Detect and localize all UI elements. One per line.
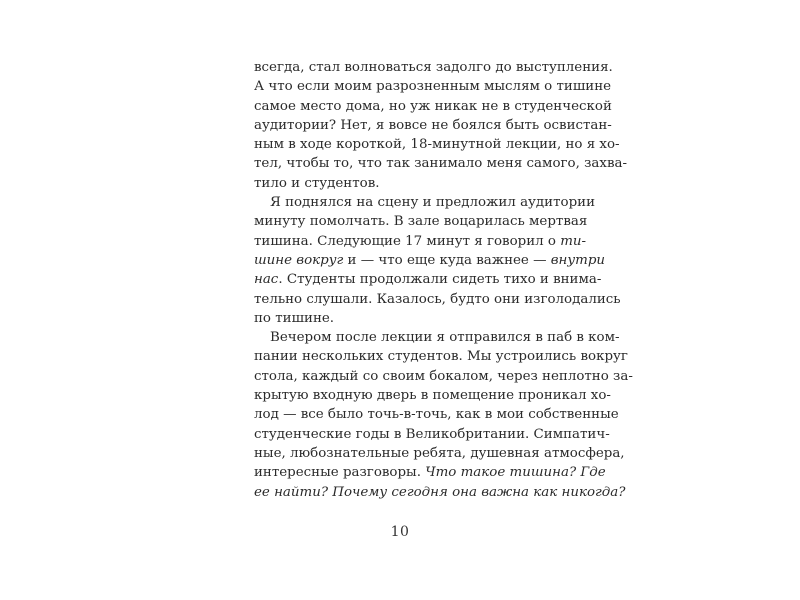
- text-line: [254, 97, 612, 116]
- paragraph: [254, 328, 633, 502]
- text-run: тишина. Следующие 17 минут я говорил о: [254, 233, 561, 249]
- text-line: [254, 290, 621, 309]
- italic-text: ее найти? Почему сегодня она важна как никогда?: [254, 484, 626, 500]
- text-line: [254, 483, 626, 502]
- text-line: [254, 251, 606, 270]
- text-run: тило и студентов.: [254, 175, 380, 191]
- text-run: Я поднялся на сцену и предложил аудитории: [270, 195, 595, 211]
- text-line: [254, 58, 613, 77]
- text-run: А что если моим разрозненным мыслям о тишине: [254, 79, 612, 95]
- text-line: [254, 212, 588, 231]
- text-line: [254, 193, 595, 212]
- italic-text: ти-: [560, 233, 587, 249]
- text-run: пании нескольких студентов. Мы устроились вокруг: [254, 349, 628, 365]
- italic-text: нас: [254, 272, 279, 288]
- text-line: [254, 135, 620, 154]
- text-run: аудитории? Нет, я вовсе не боялся быть освистан-: [254, 117, 612, 133]
- text-line: [254, 444, 625, 463]
- text-run: студенческие годы в Великобритании. Симпатич-: [254, 426, 610, 442]
- page-number: 10: [390, 524, 410, 540]
- text-run: всегда, стал волноваться задолго до выступления.: [254, 60, 613, 75]
- text-run: минуту помолчать. В зале воцарилась мертвая: [254, 214, 588, 230]
- text-run: Вечером после лекции я отправился в паб в ком-: [270, 330, 620, 346]
- text-line: [254, 425, 610, 444]
- italic-text: Что такое тишина? Где: [425, 465, 606, 481]
- text-line: [254, 386, 611, 405]
- text-line: [254, 77, 612, 96]
- text-line: [254, 270, 602, 289]
- text-run: интересные разговоры.: [254, 465, 426, 481]
- text-run: стола, каждый со своим бокалом, через неплотно за-: [254, 368, 633, 384]
- text-line: [254, 309, 554, 328]
- paragraph: [254, 193, 621, 328]
- text-run: ные, любознательные ребята, душевная атмосфера,: [254, 445, 625, 461]
- text-line: [254, 367, 633, 386]
- text-run: тельно слушали. Казалось, будто они изголодались: [254, 291, 621, 307]
- text-run: ным в ходе короткой, 18-минутной лекции, но я хо-: [254, 137, 620, 153]
- text-line: [254, 116, 612, 135]
- italic-text: внутри: [550, 252, 606, 268]
- text-line: [254, 154, 627, 173]
- text-run: тел, чтобы то, что так занимало меня самого, захва-: [254, 156, 627, 172]
- italic-text: шине вокруг: [254, 252, 344, 268]
- text-run: лод — все было точь-в-точь, как в мои собственные: [254, 407, 619, 423]
- text-line: [254, 463, 606, 482]
- text-line: [254, 328, 620, 347]
- text-run: крытую входную дверь в помещение проникал хо-: [254, 388, 611, 404]
- text-line: [254, 347, 628, 366]
- body-text: [254, 58, 633, 502]
- text-run: по тишине.: [254, 310, 335, 326]
- paragraph: [254, 58, 627, 193]
- text-line: [254, 232, 587, 251]
- text-run: и — что еще куда важнее —: [343, 252, 551, 268]
- text-line: [254, 405, 619, 424]
- text-line: [254, 174, 554, 193]
- text-run: самое место дома, но уж никак не в студенческой: [254, 98, 612, 114]
- text-run: . Студенты продолжали сидеть тихо и внима-: [278, 272, 602, 288]
